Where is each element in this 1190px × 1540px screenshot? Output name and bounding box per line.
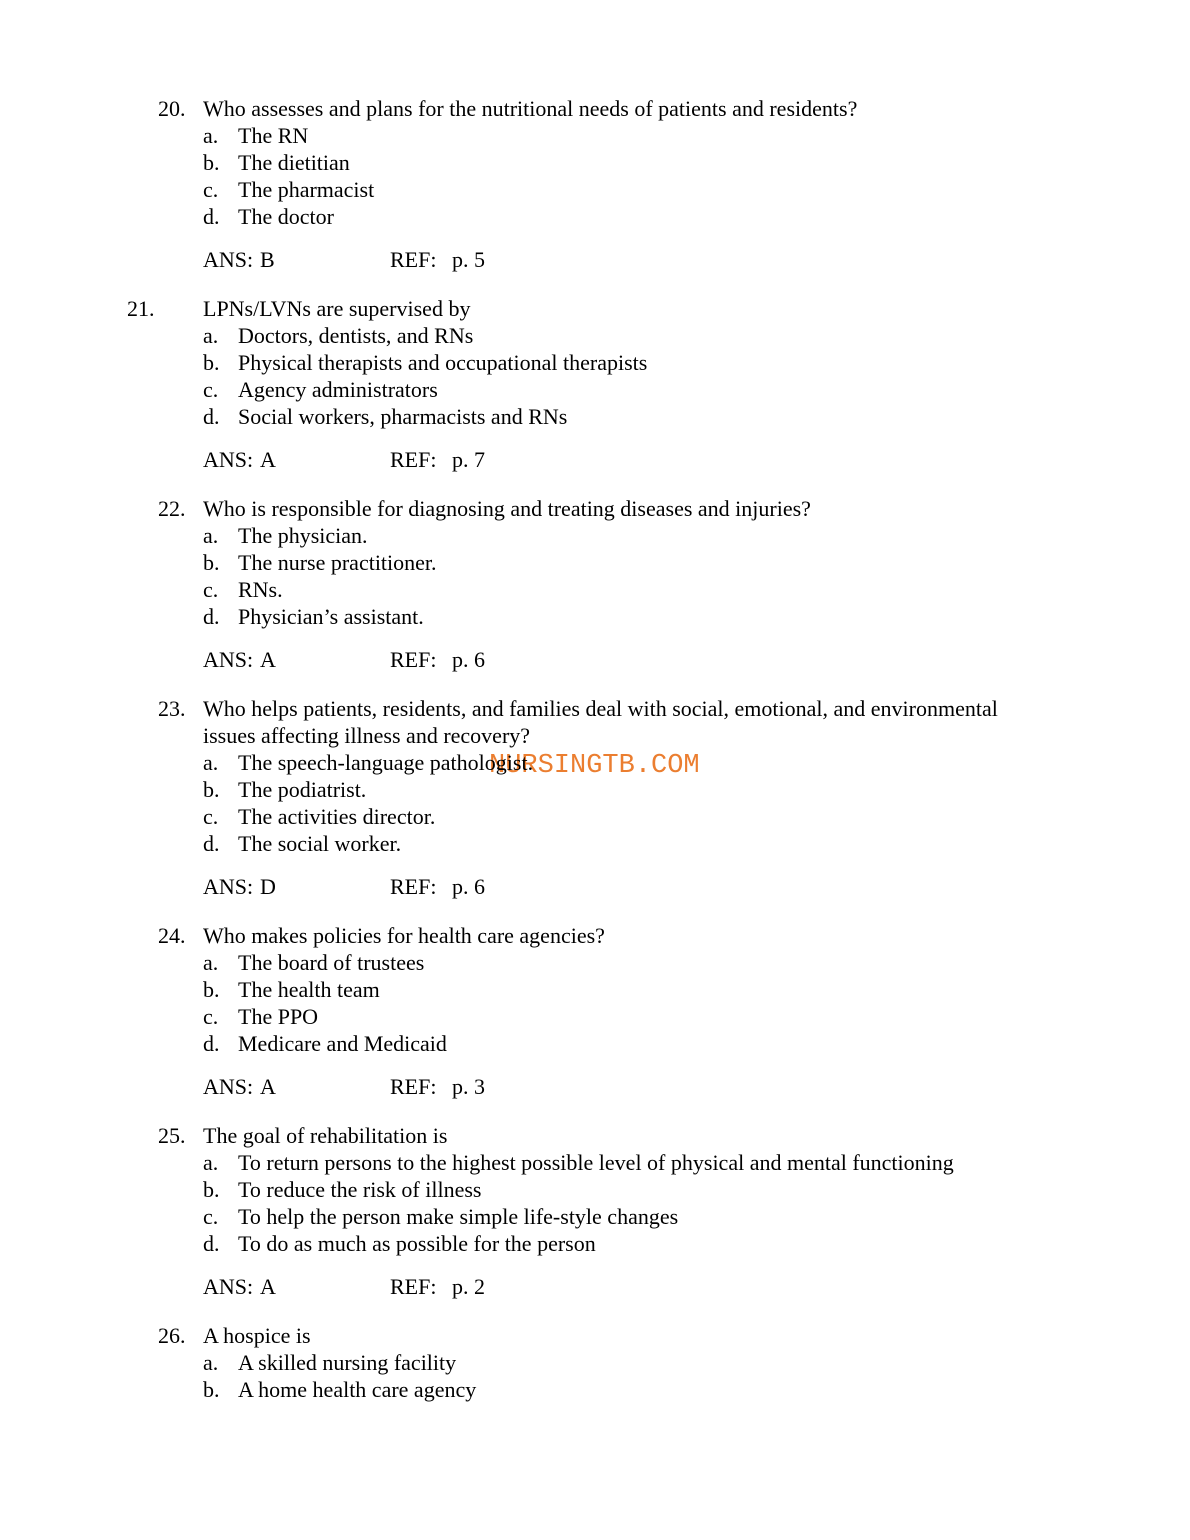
option-row <box>0 522 1190 549</box>
option-letter: a. <box>203 1350 219 1375</box>
option-letter: a. <box>203 323 219 348</box>
ref-value: p. 5 <box>452 247 485 272</box>
option-letter: d. <box>203 1031 220 1056</box>
question-number: 22. <box>158 496 186 521</box>
option-letter: c. <box>203 377 219 402</box>
option-letter: a. <box>203 123 219 148</box>
answer-value: A <box>260 647 276 672</box>
question-first-line <box>0 295 1190 322</box>
answer-value: A <box>260 1274 276 1299</box>
option-text: The speech-language pathologist. <box>238 750 534 775</box>
answer-value: A <box>260 447 276 472</box>
option-row <box>0 1176 1190 1203</box>
option-letter: b. <box>203 150 220 175</box>
answer-label: ANS: <box>203 1274 254 1299</box>
option-text: The nurse practitioner. <box>238 550 437 575</box>
option-text: Social workers, pharmacists and RNs <box>238 404 568 429</box>
option-row <box>0 149 1190 176</box>
option-row <box>0 1003 1190 1030</box>
question-text: Who makes policies for health care agencies? <box>203 923 605 948</box>
answer-label: ANS: <box>203 247 254 272</box>
option-row <box>0 376 1190 403</box>
option-text: A home health care agency <box>238 1377 477 1402</box>
option-row <box>0 1349 1190 1376</box>
ref-value: p. 2 <box>452 1274 485 1299</box>
option-row <box>0 549 1190 576</box>
option-row <box>0 976 1190 1003</box>
question-first-line <box>0 1322 1190 1349</box>
question-first-line <box>0 922 1190 949</box>
option-text: To do as much as possible for the person <box>238 1231 596 1256</box>
option-text: The health team <box>238 977 380 1002</box>
option-letter: b. <box>203 550 220 575</box>
option-text: The board of trustees <box>238 950 425 975</box>
answer-label: ANS: <box>203 647 254 672</box>
option-row <box>0 576 1190 603</box>
option-letter: b. <box>203 977 220 1002</box>
option-letter: d. <box>203 1231 220 1256</box>
option-letter: b. <box>203 1377 220 1402</box>
question-block <box>0 922 1190 1100</box>
option-text: The social worker. <box>238 831 402 856</box>
option-letter: d. <box>203 604 220 629</box>
option-text: The RN <box>238 123 309 148</box>
question-block <box>0 95 1190 273</box>
option-text: To help the person make simple life-style changes <box>238 1204 679 1229</box>
option-row <box>0 803 1190 830</box>
answer-line <box>0 246 1190 273</box>
option-row <box>0 1203 1190 1230</box>
option-row <box>0 176 1190 203</box>
question-number: 24. <box>158 923 186 948</box>
question-block <box>0 495 1190 673</box>
option-row <box>0 749 1190 776</box>
option-row <box>0 1030 1190 1057</box>
option-text: RNs. <box>238 577 283 602</box>
option-letter: a. <box>203 750 219 775</box>
option-row <box>0 949 1190 976</box>
ref-label: REF: <box>390 1274 437 1299</box>
option-text: To return persons to the highest possible level of physical and mental functioning <box>238 1150 954 1175</box>
question-block <box>0 1122 1190 1300</box>
question-first-line <box>0 95 1190 122</box>
option-text: The PPO <box>238 1004 319 1029</box>
option-text: Doctors, dentists, and RNs <box>238 323 474 348</box>
option-row <box>0 603 1190 630</box>
option-text: A skilled nursing facility <box>238 1350 457 1375</box>
ref-value: p. 6 <box>452 874 485 899</box>
question-number: 20. <box>158 96 186 121</box>
answer-value: B <box>260 247 275 272</box>
option-row <box>0 122 1190 149</box>
option-letter: b. <box>203 1177 220 1202</box>
question-text: LPNs/LVNs are supervised by <box>203 296 471 321</box>
question-text: The goal of rehabilitation is <box>203 1123 448 1148</box>
option-letter: c. <box>203 177 219 202</box>
answer-line <box>0 1273 1190 1300</box>
option-row <box>0 322 1190 349</box>
question-text: Who assesses and plans for the nutritional needs of patients and residents? <box>203 96 858 121</box>
option-letter: a. <box>203 950 219 975</box>
ref-value: p. 6 <box>452 647 485 672</box>
option-text: The physician. <box>238 523 368 548</box>
option-letter: b. <box>203 350 220 375</box>
option-text: Physician’s assistant. <box>238 604 424 629</box>
questions-list <box>0 95 1190 1425</box>
answer-value: D <box>260 874 276 899</box>
ref-label: REF: <box>390 647 437 672</box>
option-row <box>0 776 1190 803</box>
option-text: To reduce the risk of illness <box>238 1177 482 1202</box>
option-row <box>0 1230 1190 1257</box>
option-letter: d. <box>203 404 220 429</box>
watermark-text: NURSINGTB.COM <box>489 751 700 781</box>
option-text: The pharmacist <box>238 177 375 202</box>
option-letter: b. <box>203 777 220 802</box>
option-text: The podiatrist. <box>238 777 367 802</box>
option-letter: c. <box>203 804 219 829</box>
option-row <box>0 349 1190 376</box>
question-block <box>0 695 1190 900</box>
option-text: The dietitian <box>238 150 350 175</box>
option-text: Physical therapists and occupational therapists <box>238 350 648 375</box>
question-number: 26. <box>158 1323 186 1348</box>
question-text: Who is responsible for diagnosing and treating diseases and injuries? <box>203 496 811 521</box>
answer-label: ANS: <box>203 874 254 899</box>
question-number: 23. <box>158 696 186 721</box>
option-letter: c. <box>203 1204 219 1229</box>
answer-line <box>0 646 1190 673</box>
option-row <box>0 1376 1190 1403</box>
option-letter: c. <box>203 1004 219 1029</box>
question-text: Who helps patients, residents, and families deal with social, emotional, and environmental <box>203 696 998 721</box>
ref-value: p. 3 <box>452 1074 485 1099</box>
ref-value: p. 7 <box>452 447 485 472</box>
answer-label: ANS: <box>203 1074 254 1099</box>
ref-label: REF: <box>390 247 437 272</box>
ref-label: REF: <box>390 874 437 899</box>
question-text: A hospice is <box>203 1323 311 1348</box>
question-first-line <box>0 695 1190 722</box>
option-text: Medicare and Medicaid <box>238 1031 447 1056</box>
question-text-continued: issues affecting illness and recovery? <box>203 723 531 748</box>
answer-line <box>0 873 1190 900</box>
option-row <box>0 203 1190 230</box>
option-text: Agency administrators <box>238 377 438 402</box>
option-letter: d. <box>203 831 220 856</box>
option-row <box>0 830 1190 857</box>
question-number: 25. <box>158 1123 186 1148</box>
question-number: 21. <box>127 296 155 321</box>
question-first-line <box>0 495 1190 522</box>
answer-label: ANS: <box>203 447 254 472</box>
option-letter: c. <box>203 577 219 602</box>
question-block <box>0 295 1190 473</box>
question-block <box>0 1322 1190 1403</box>
option-text: The activities director. <box>238 804 436 829</box>
answer-line <box>0 1073 1190 1100</box>
option-row <box>0 1149 1190 1176</box>
option-text: The doctor <box>238 204 334 229</box>
question-first-line <box>0 1122 1190 1149</box>
answer-value: A <box>260 1074 276 1099</box>
option-letter: a. <box>203 523 219 548</box>
ref-label: REF: <box>390 1074 437 1099</box>
option-row <box>0 403 1190 430</box>
answer-line <box>0 446 1190 473</box>
question-wrap-line <box>0 722 1190 749</box>
option-letter: d. <box>203 204 220 229</box>
ref-label: REF: <box>390 447 437 472</box>
option-letter: a. <box>203 1150 219 1175</box>
